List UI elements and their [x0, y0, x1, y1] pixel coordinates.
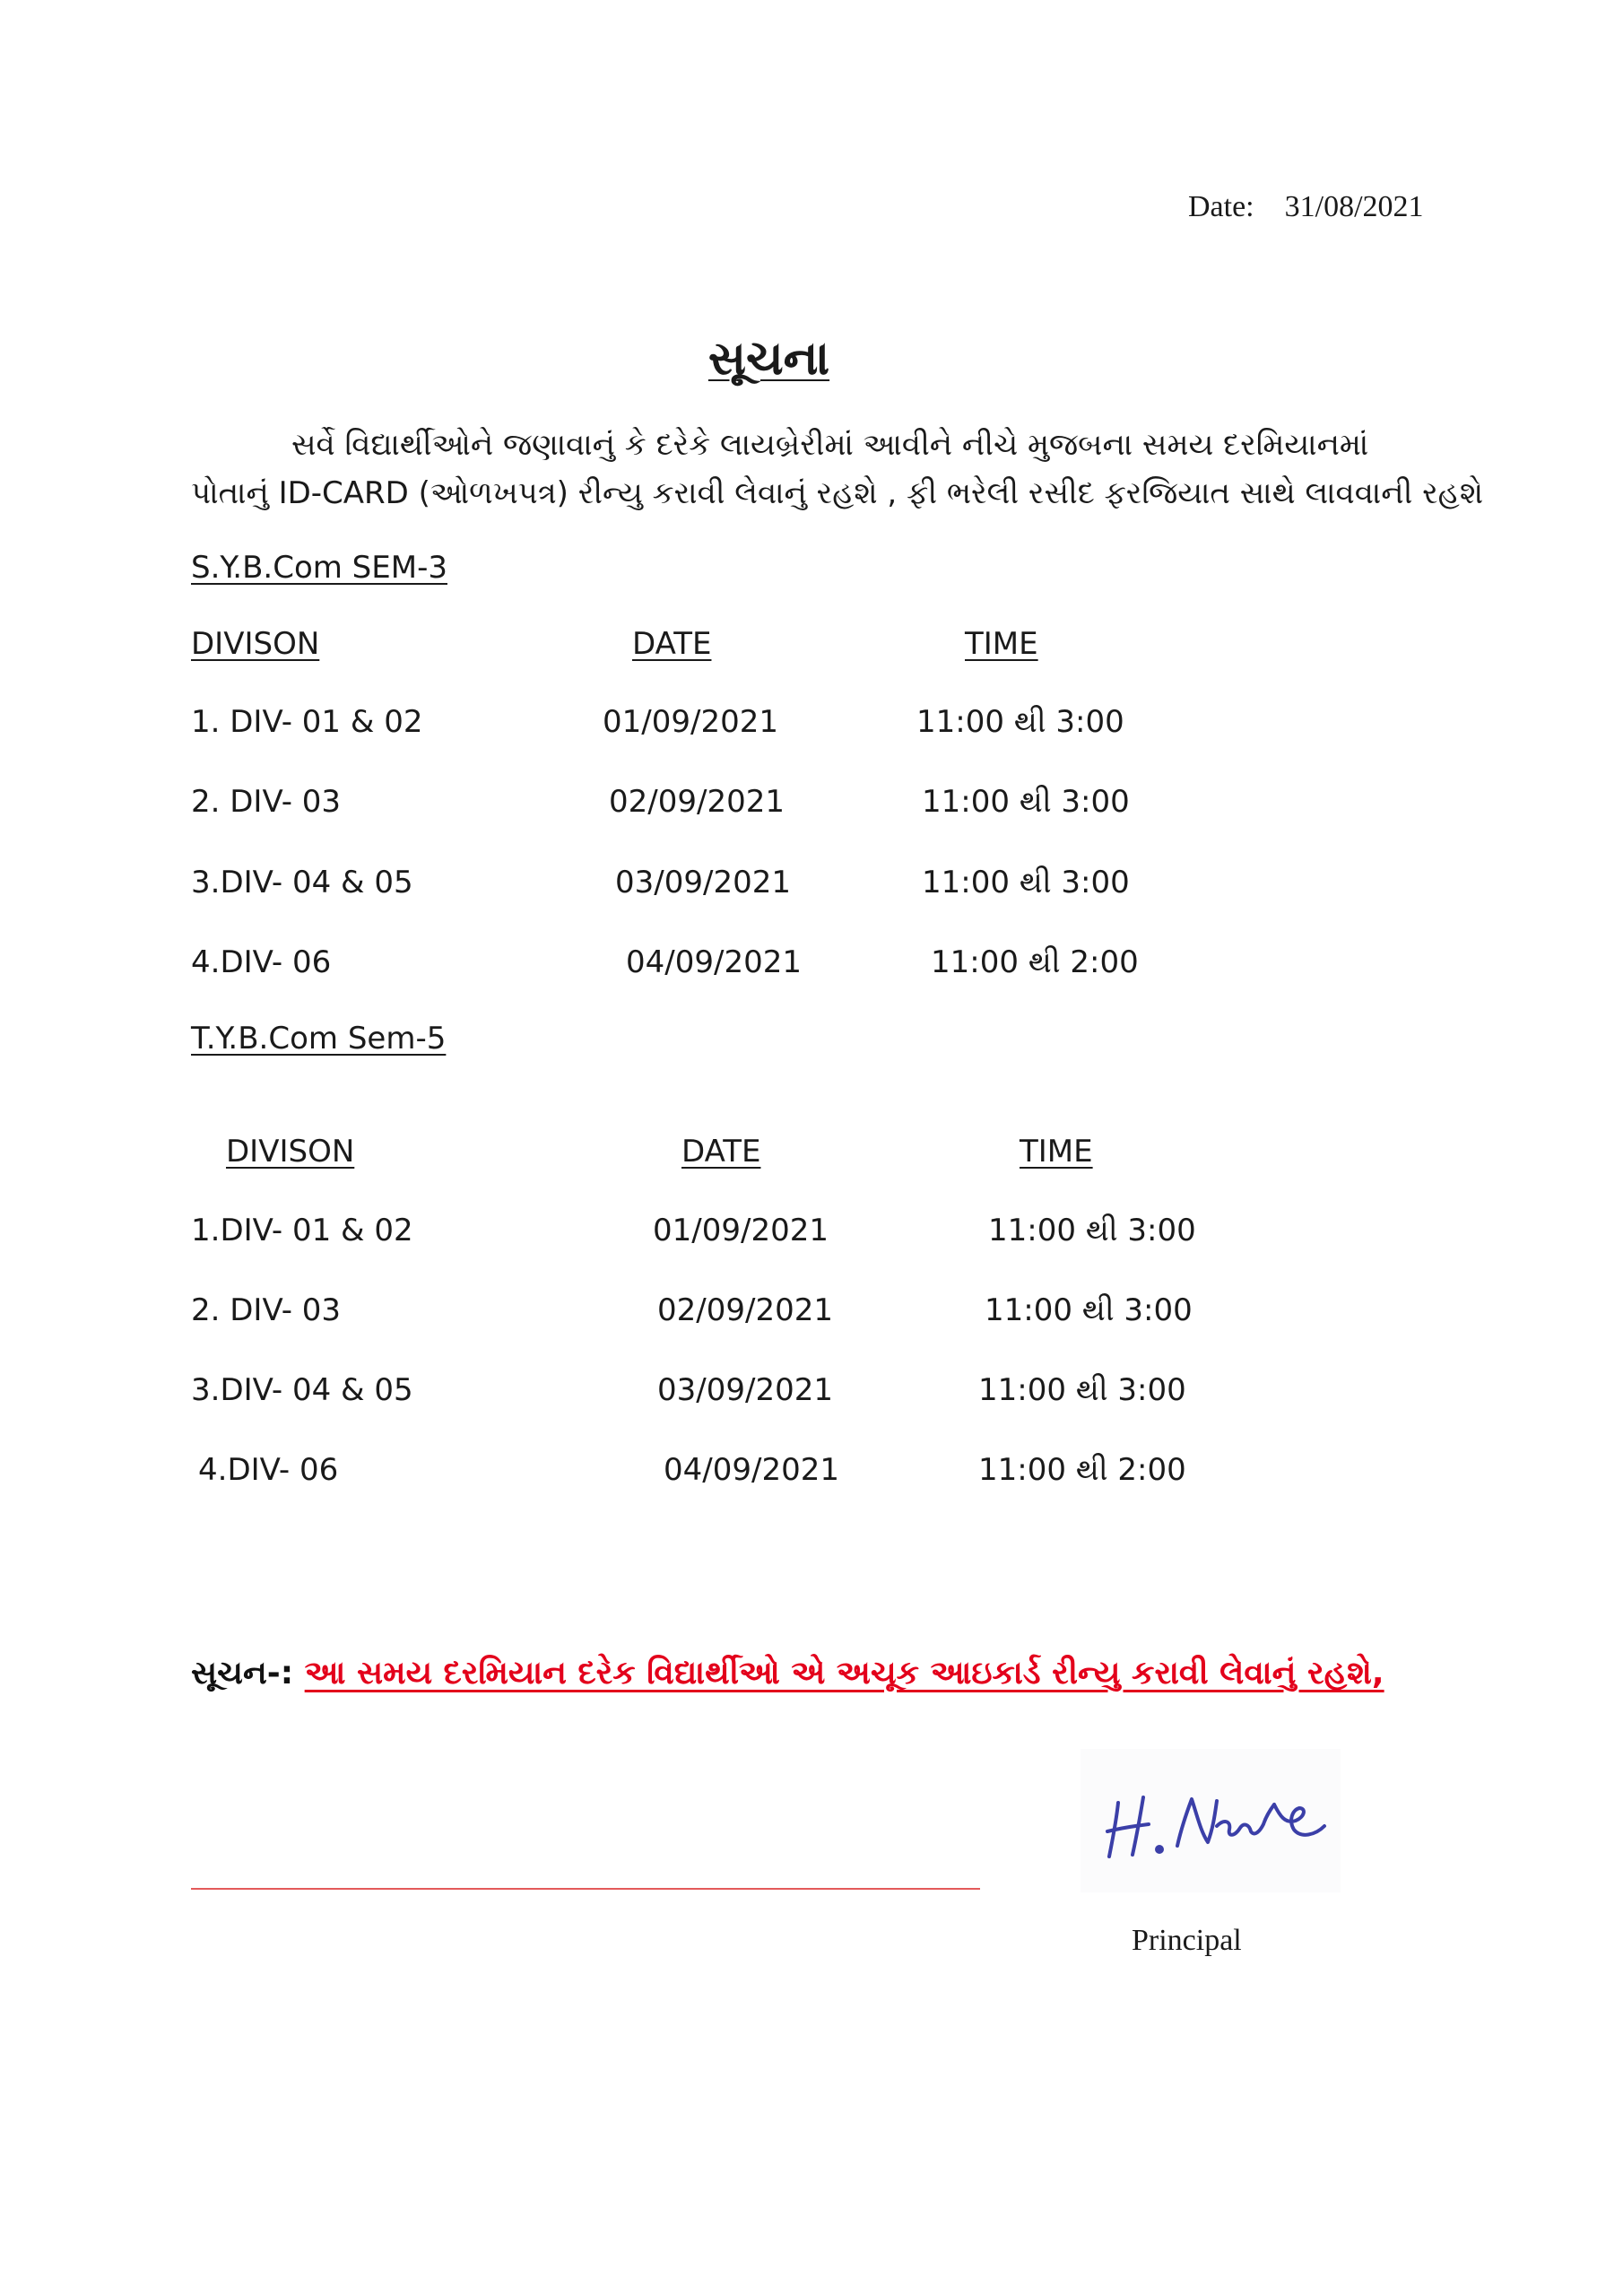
division-cell: 3.DIV- 04 & 05 — [191, 865, 413, 900]
time-cell: 11:00 થી 3:00 — [916, 704, 1124, 740]
column-header-time: TIME — [1020, 1134, 1093, 1170]
division-cell: 1.DIV- 01 & 02 — [191, 1213, 413, 1248]
notice-title: સૂચના — [707, 332, 830, 386]
column-header-time: TIME — [965, 626, 1038, 662]
note-body: આ સમય દરમિયાન દરેક વિદ્યાર્થીઓ એ અચૂક આઇકાર્ડ રીન્યુ કરાવી લેવાનું રહશે, — [304, 1655, 1384, 1692]
footer-note — [191, 1655, 1384, 1692]
date-cell: 04/09/2021 — [626, 944, 802, 980]
time-cell: 11:00 થી 2:00 — [978, 1452, 1186, 1488]
date-cell: 02/09/2021 — [657, 1292, 833, 1328]
signature — [1081, 1749, 1341, 1892]
date-label: Date: — [1188, 190, 1254, 223]
sybcom-heading: S.Y.B.Com SEM-3 — [191, 550, 447, 586]
signature-line — [191, 1888, 980, 1890]
date-cell: 04/09/2021 — [664, 1452, 839, 1488]
column-header-date: DATE — [632, 626, 712, 662]
division-cell: 1. DIV- 01 & 02 — [191, 704, 423, 740]
date-cell: 03/09/2021 — [657, 1372, 833, 1408]
column-header-date: DATE — [681, 1134, 761, 1170]
division-cell: 3.DIV- 04 & 05 — [191, 1372, 413, 1408]
note-lead: સૂચન-: — [191, 1655, 294, 1692]
time-cell: 11:00 થી 3:00 — [985, 1292, 1193, 1328]
date-cell: 01/09/2021 — [603, 704, 778, 740]
date-cell: 01/09/2021 — [653, 1213, 829, 1248]
time-cell: 11:00 થી 3:00 — [922, 784, 1130, 820]
division-cell: 4.DIV- 06 — [198, 1452, 339, 1488]
division-cell: 4.DIV- 06 — [191, 944, 332, 980]
principal-label: Principal — [1132, 1924, 1242, 1957]
division-cell: 2. DIV- 03 — [191, 1292, 342, 1328]
time-cell: 11:00 થી 2:00 — [931, 944, 1139, 980]
signature-scribble — [1081, 1749, 1341, 1892]
date-line — [1188, 190, 1424, 224]
column-header-division: DIVISON — [191, 626, 320, 662]
date-value: 31/08/2021 — [1284, 190, 1424, 223]
time-cell: 11:00 થી 3:00 — [978, 1372, 1186, 1408]
tybcom-heading: T.Y.B.Com Sem-5 — [191, 1021, 447, 1057]
time-cell: 11:00 થી 3:00 — [922, 865, 1130, 900]
date-cell: 03/09/2021 — [615, 865, 791, 900]
division-cell: 2. DIV- 03 — [191, 784, 342, 820]
intro-line-2: પોતાનું ID-CARD (ઓળખપત્ર) રીન્યુ કરાવી લેવાનું રહશે , ફી ભરેલી રસીદ ફરજિયાત સાથે લાવવાની રહશે — [191, 475, 1484, 511]
column-header-division: DIVISON — [226, 1134, 355, 1170]
intro-line-1: સર્વે વિદ્યાર્થીઓને જણાવાનું કે દરેકે લાયબ્રેરીમાં આવીને નીચે મુજબના સમય દરમિયાનમાં — [291, 427, 1369, 463]
time-cell: 11:00 થી 3:00 — [988, 1213, 1196, 1248]
date-cell: 02/09/2021 — [609, 784, 785, 820]
